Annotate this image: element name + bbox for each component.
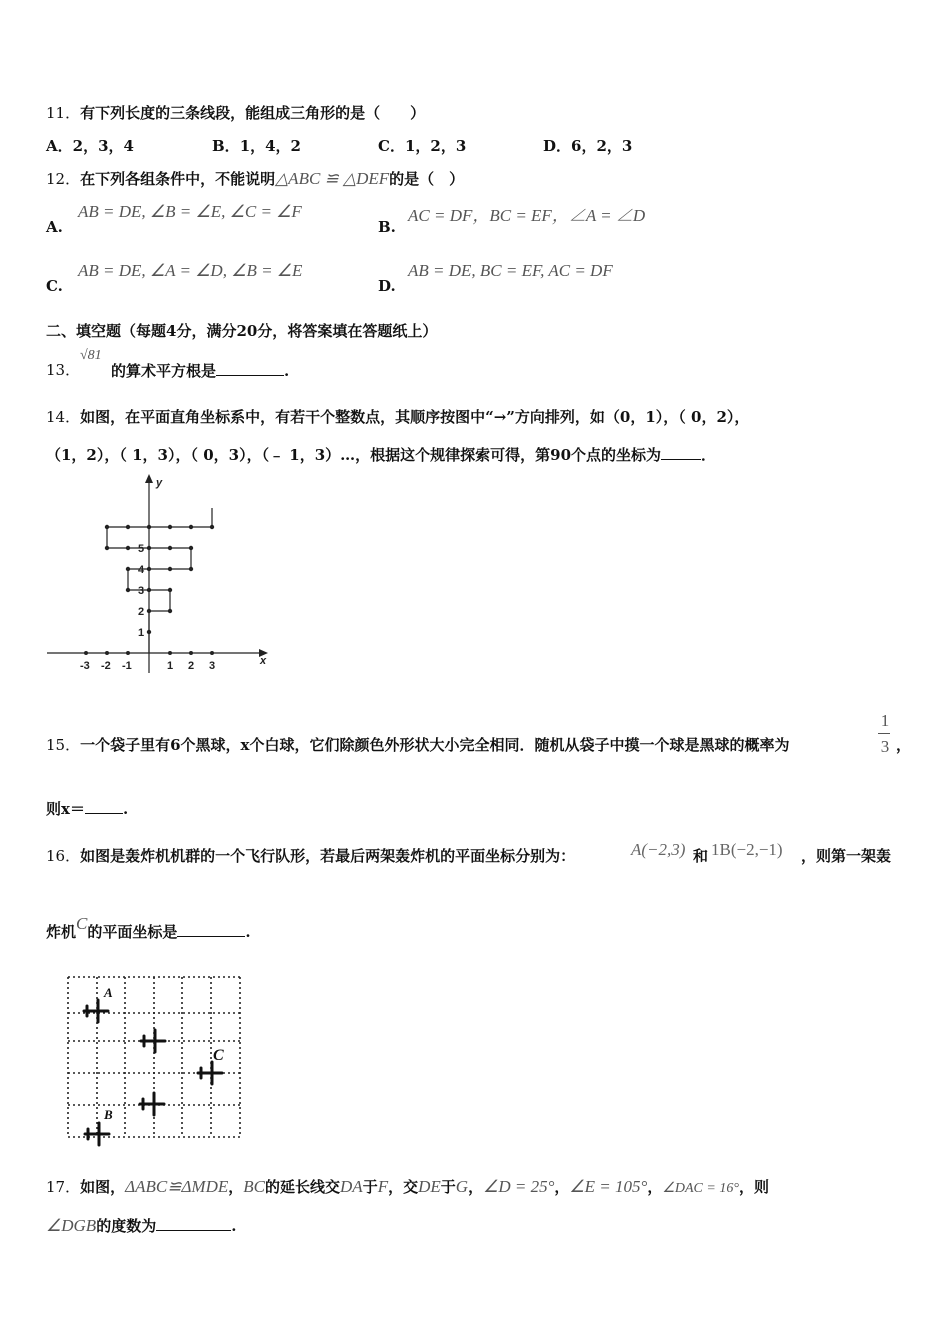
section-heading: 二、填空题（每题4分，满分20分，将答案填在答题纸上） [46, 322, 438, 340]
q14-x-tick: 3 [209, 660, 216, 672]
q14-x-label: x [260, 655, 267, 667]
q17-line1: 17．如图，ΔABC≌ΔMDE，BC的延长线交DA于F，交DE于G，∠D = 25°，∠E = 105°，∠DAC = 16°，则 [46, 1177, 769, 1196]
q16-line2: 炸机C的平面坐标是 . [46, 914, 251, 941]
q13-stem: 的算术平方根是 . [111, 362, 290, 380]
q12-option-b-math: AC = DF，BC = EF，∠A = ∠D [408, 206, 646, 225]
q16-c-label: C [76, 914, 88, 933]
q12-option-d-math: AB = DE, BC = EF, AC = DF [408, 261, 613, 280]
q15-fraction-numerator: 1 [880, 711, 890, 730]
q17-line2: ∠DGB的度数为 . [46, 1216, 237, 1235]
q15-line1: 15．一个袋子里有6个黑球，x个白球，它们除颜色外形状大小完全相同．随机从袋子中摸一个球是黑球的概率为 [46, 736, 790, 754]
q14-y-tick: 2 [138, 606, 145, 618]
q14-y-label: y [156, 477, 163, 489]
q14-x-tick: -3 [80, 660, 90, 672]
q14-line1: 14．如图，在平面直角坐标系中，有若干个整数点，其顺序按图中“→”方向排列，如（0，1），（ 0，2）， [46, 408, 750, 426]
q16-figure-label-a: A [104, 985, 113, 1000]
q12-option-c-label: C. [46, 277, 63, 295]
q13-number: 13． [46, 361, 81, 379]
q12-option-a-math: AB = DE, ∠B = ∠E, ∠C = ∠F [78, 202, 302, 221]
q11-option-d: D．6，2，3 [543, 137, 633, 155]
q14-x-tick: -1 [122, 660, 132, 672]
q14-x-tick: 1 [167, 660, 174, 672]
q11-option-c: C．1，2，3 [378, 137, 467, 155]
plane-icon [141, 1030, 165, 1052]
plane-icon [140, 1093, 164, 1115]
q16-line1: 16．如图是轰炸机机群的一个飞行队形，若最后两架轰炸机的平面坐标分别为： [46, 847, 576, 865]
q17-angle: ∠DGB [46, 1216, 97, 1235]
q12-option-a-label: A. [46, 218, 63, 236]
q17-answer-blank[interactable] [156, 1215, 231, 1231]
q11-number: 11． [46, 104, 81, 122]
q16-figure-label-b: B [104, 1107, 113, 1122]
q16-line1-end: ，则第一架轰 [801, 847, 892, 865]
q13-sqrt: √81 [80, 348, 102, 363]
q12-stem: 12．在下列各组条件中，不能说明△ABC ≌ △DEF的是（ ） [46, 169, 465, 188]
q14-y-tick: 4 [138, 564, 145, 576]
q12-option-c-math: AB = DE, ∠A = ∠D, ∠B = ∠E [78, 261, 303, 280]
q11-option-b: B．1，4，2 [212, 137, 301, 155]
q14-line2: （1，2），（ 1，3），（ 0，3），（﹣ 1，3）…，根据这个规律探索可得，第90个点的坐标为 ． [46, 446, 717, 464]
plane-icon [84, 1000, 108, 1022]
q14-y-tick: 3 [138, 585, 145, 597]
plane-icon [85, 1123, 109, 1145]
q16-and: 和 [693, 847, 709, 865]
q11-option-a: A．2，3，4 [46, 137, 134, 155]
q11-text: 有下列长度的三条线段，能组成三角形的是（ ） [80, 104, 426, 122]
q12-congruence: △ABC ≌ △DEF [275, 169, 390, 188]
q14-y-tick: 1 [138, 627, 145, 639]
q12-option-b-label: B. [378, 218, 396, 236]
q14-x-tick: -2 [101, 660, 111, 672]
q12-option-d-label: D. [378, 277, 396, 295]
plane-icon [198, 1062, 222, 1084]
q12-number: 12． [46, 170, 81, 188]
q16-coord-b: 1B(−2,−1) [711, 840, 783, 859]
q16-figure-label-c: C [213, 1047, 224, 1064]
q15-comma: ， [896, 736, 912, 754]
q15-line2: 则x＝ . [46, 800, 129, 818]
q14-y-tick: 5 [138, 543, 145, 555]
q16-coord-a: A(−2,3) [631, 840, 686, 859]
q15-fraction-denominator: 3 [880, 737, 890, 756]
q14-x-tick: 2 [188, 660, 195, 672]
